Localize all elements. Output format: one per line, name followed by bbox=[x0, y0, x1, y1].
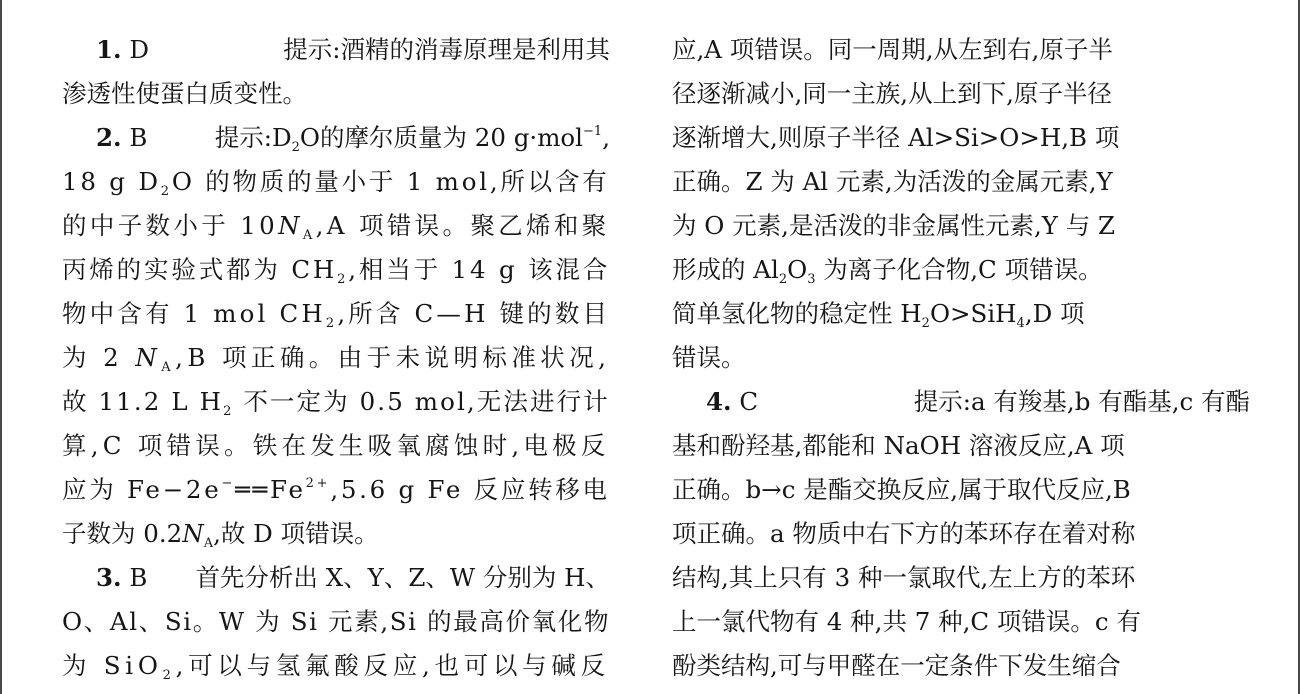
q3-number: 3. bbox=[96, 563, 122, 592]
q3-cont-line-3: 逐渐增大,则原子半径 Al>Si>O>H,B 项 bbox=[672, 123, 1120, 152]
q3-cont-line-6: 形成的 $Al_2O_3$ 为离子化合物,C 项错误。 bbox=[672, 255, 1103, 287]
q1-answer: D bbox=[129, 35, 150, 64]
q4-number: 4. bbox=[706, 387, 732, 416]
q4-line-1: 4. C 提示:a 有羧基,b 有酯基,c 有酯 bbox=[706, 387, 1250, 416]
q2-line-4: 丙烯的实验式都为 $CH_2$,相当于 14 g 该混合 bbox=[62, 255, 611, 287]
page-left-edge bbox=[0, 0, 2, 694]
q3-line-3: 为 SiO$_2$,可以与氢氟酸反应,也可以与碱反 bbox=[62, 651, 610, 683]
q2-line-5: 物中含有 1 mol $CH_2$,所含 C—H 键的数目 bbox=[62, 299, 611, 331]
q1-number: 1. bbox=[96, 35, 122, 64]
q4-answer: C bbox=[739, 387, 759, 416]
q2-line-1: 2. B 提示$:D_2O$的摩尔质量为 20 g·mol$^{-1}$, bbox=[96, 123, 610, 155]
q2-line-9: 应为 $Fe-2e^-══Fe^{2+},5.6$ g Fe 反应转移电 bbox=[62, 475, 610, 504]
q3-line-2: O、Al、Si。W 为 Si 元素,Si 的最高价氧化物 bbox=[62, 607, 611, 636]
q3-cont-line-8: 错误。 bbox=[672, 343, 746, 372]
q1-line-1 bbox=[96, 30, 610, 70]
q4-line-3: 正确。b→c 是酯交换反应,属于取代反应,B bbox=[672, 475, 1131, 504]
q2-number: 2. bbox=[96, 123, 122, 152]
q3-cont-line-2: 径逐渐减小,同一主族,从上到下,原子半径 bbox=[672, 79, 1112, 108]
q2-answer: B bbox=[129, 123, 148, 152]
q3-cont-line-4: 正确。Z 为 Al 元素,为活泼的金属元素,Y bbox=[672, 167, 1113, 196]
q2-line-2: 18 g $D_2O$ 的物质的量小于 1 mol,所以含有 bbox=[62, 167, 610, 199]
q4-line-2: 基和酚羟基,都能和 NaOH 溶液反应,A 项 bbox=[672, 431, 1125, 460]
q2-line-3: 的中子数小于 $10N_A,A$ 项错误。聚乙烯和聚 bbox=[62, 211, 610, 243]
q4-line-4: 项正确。a 物质中右下方的苯环存在着对称 bbox=[672, 519, 1136, 548]
q3-answer: B bbox=[129, 563, 148, 592]
q2-line-8: 算,C 项错误。铁在发生吸氧腐蚀时,电极反 bbox=[62, 431, 610, 460]
q3-cont-line-5: 为 O 元素,是活泼的非金属性元素,Y 与 Z bbox=[672, 211, 1116, 240]
q1-hint: 提示:酒精的消毒原理是利用其 bbox=[283, 35, 610, 64]
q4-line-5: 结构,其上只有 3 种一氯取代,左上方的苯环 bbox=[672, 563, 1136, 592]
q2-line-10: 子数为 $0.2N_A$,故 D 项错误。 bbox=[62, 519, 379, 551]
q4-line-6: 上一氯代物有 4 种,共 7 种,C 项错误。c 有 bbox=[672, 607, 1141, 636]
q3-cont-line-1: 应,A 项错误。同一周期,从左到右,原子半 bbox=[672, 35, 1113, 64]
q4-line-7: 酚类结构,可与甲醛在一定条件下发生缩合 bbox=[672, 651, 1121, 680]
q3-line-1: 3. B 首先分析出 X、Y、Z、W 分别为 H、 bbox=[96, 563, 610, 592]
q3-cont-line-7: 简单氢化物的稳定性 $H_2O>SiH_4,D$ 项 bbox=[672, 299, 1085, 331]
q1-line-2: 渗透性使蛋白质变性。 bbox=[62, 79, 307, 108]
q2-line-6: 为 2 $N_A,B$ 项正确。由于未说明标准状况, bbox=[62, 343, 611, 375]
q2-line-7: 故 11.2 L $H_2$ 不一定为 0.5 mol,无法进行计 bbox=[62, 387, 610, 419]
